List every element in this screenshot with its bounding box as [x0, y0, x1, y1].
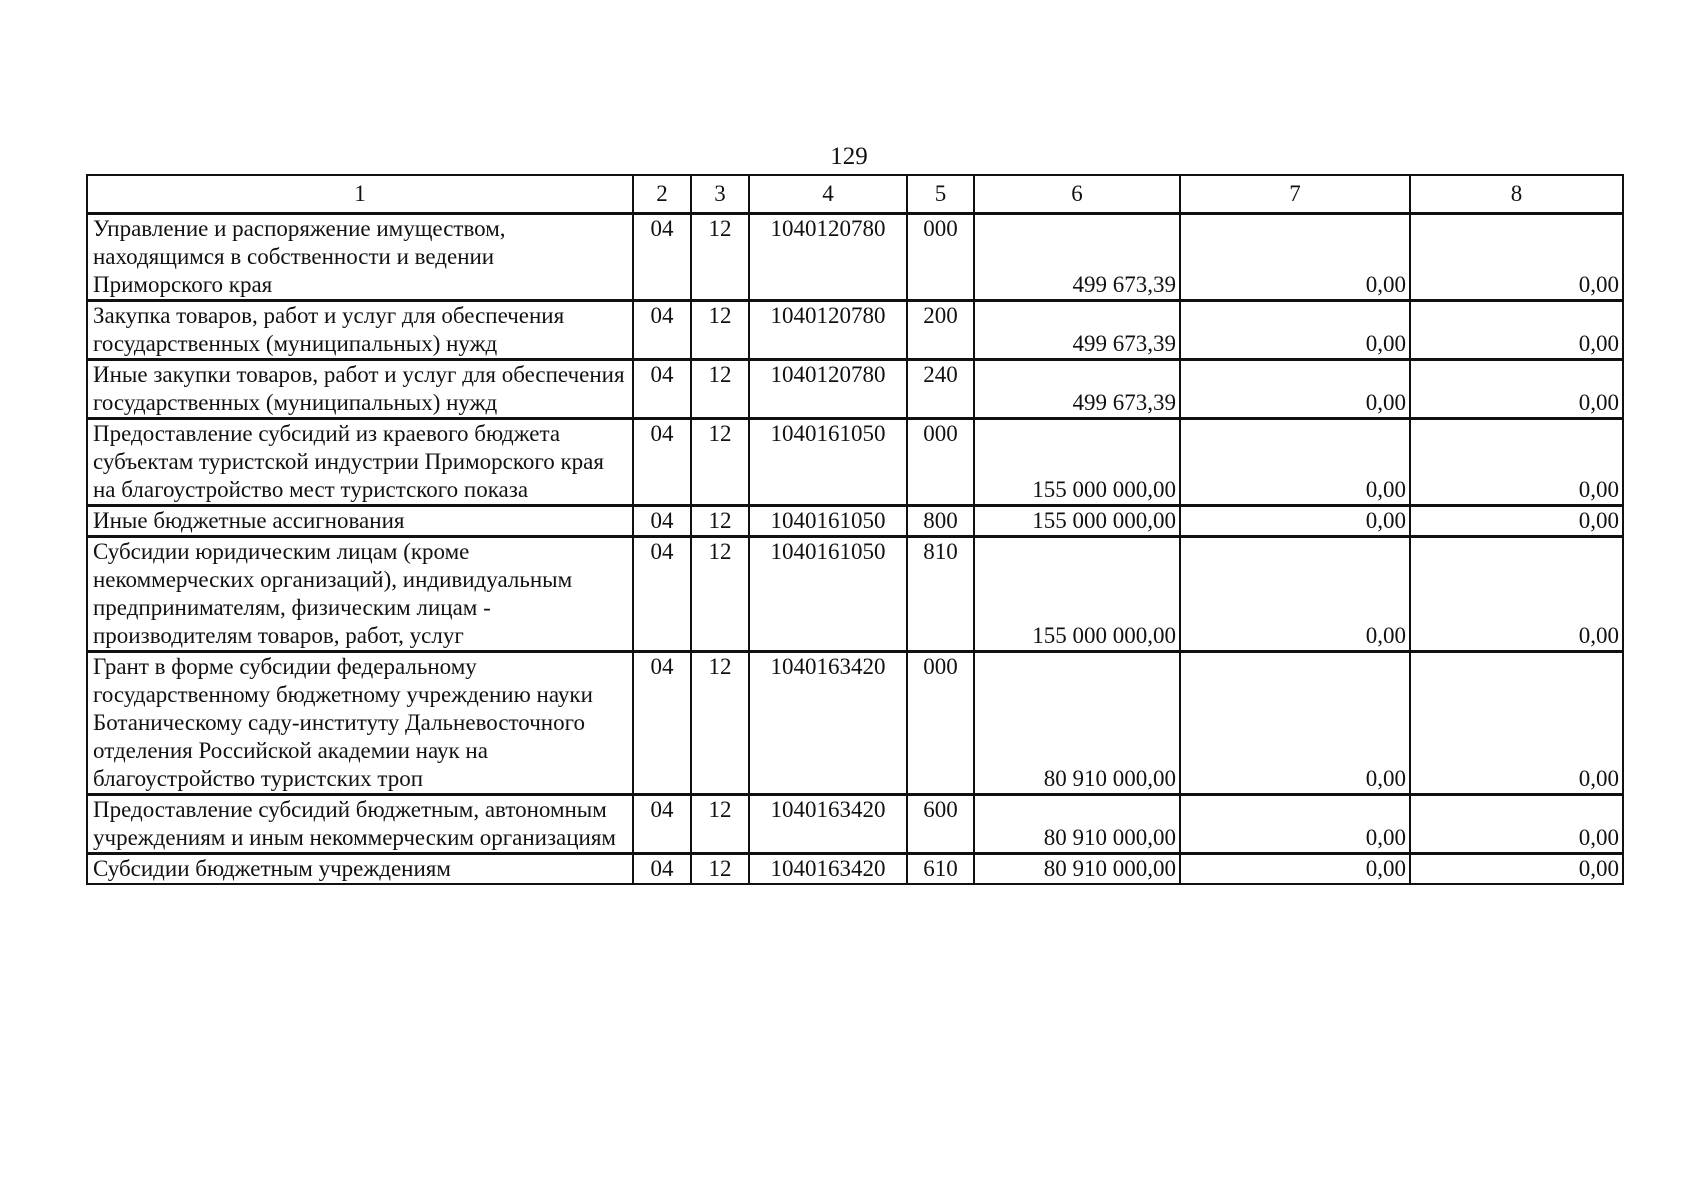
page-number: 129 [830, 143, 868, 170]
row-amount-2: 0,00 [1180, 301, 1410, 360]
row-subsection: 12 [691, 214, 749, 301]
row-name: Субсидии юридическим лицам (кроме некоммерческих организаций), индивидуальным предпринимателям, физическим лицам - производителям товаров, работ, услуг [87, 537, 633, 652]
row-amount-1: 499 673,39 [974, 214, 1180, 301]
row-name: Иные бюджетные ассигнования [87, 506, 633, 537]
column-header: 1 [87, 175, 633, 214]
row-subsection: 12 [691, 652, 749, 795]
row-subsection: 12 [691, 795, 749, 854]
budget-table [86, 174, 1624, 885]
row-expense-type: 200 [907, 301, 974, 360]
row-name: Грант в форме субсидии федеральному государственному бюджетному учреждению науки Ботаническому саду-институту Дальневосточного отделения Российской академии наук на благоустройство туристских троп [87, 652, 633, 795]
row-target: 1040120780 [749, 214, 907, 301]
row-section: 04 [633, 360, 691, 419]
row-amount-1: 80 910 000,00 [974, 795, 1180, 854]
row-amount-1: 80 910 000,00 [974, 854, 1180, 885]
row-amount-1: 80 910 000,00 [974, 652, 1180, 795]
row-amount-3: 0,00 [1410, 795, 1623, 854]
column-header: 8 [1410, 175, 1623, 214]
row-name: Закупка товаров, работ и услуг для обеспечения государственных (муниципальных) нужд [87, 301, 633, 360]
table-row [87, 301, 1623, 360]
table-row [87, 537, 1623, 652]
header-row [87, 175, 1623, 214]
row-target: 1040161050 [749, 506, 907, 537]
row-subsection: 12 [691, 419, 749, 506]
row-expense-type: 240 [907, 360, 974, 419]
row-name: Предоставление субсидий бюджетным, автономным учреждениям и иным некоммерческим организациям [87, 795, 633, 854]
row-subsection: 12 [691, 854, 749, 885]
row-amount-2: 0,00 [1180, 419, 1410, 506]
row-expense-type: 600 [907, 795, 974, 854]
table-row [87, 652, 1623, 795]
row-subsection: 12 [691, 537, 749, 652]
row-section: 04 [633, 537, 691, 652]
column-header: 5 [907, 175, 974, 214]
row-amount-1: 499 673,39 [974, 360, 1180, 419]
row-target: 1040120780 [749, 301, 907, 360]
row-section: 04 [633, 795, 691, 854]
row-amount-1: 155 000 000,00 [974, 506, 1180, 537]
row-amount-1: 155 000 000,00 [974, 537, 1180, 652]
row-expense-type: 000 [907, 419, 974, 506]
table-row [87, 360, 1623, 419]
row-subsection: 12 [691, 360, 749, 419]
row-expense-type: 000 [907, 214, 974, 301]
row-amount-1: 499 673,39 [974, 301, 1180, 360]
column-header: 2 [633, 175, 691, 214]
row-expense-type: 000 [907, 652, 974, 795]
row-amount-2: 0,00 [1180, 537, 1410, 652]
row-section: 04 [633, 652, 691, 795]
row-target: 1040163420 [749, 795, 907, 854]
row-target: 1040120780 [749, 360, 907, 419]
column-header: 3 [691, 175, 749, 214]
row-target: 1040161050 [749, 537, 907, 652]
row-section: 04 [633, 301, 691, 360]
row-amount-2: 0,00 [1180, 214, 1410, 301]
row-subsection: 12 [691, 506, 749, 537]
row-amount-2: 0,00 [1180, 506, 1410, 537]
row-amount-3: 0,00 [1410, 419, 1623, 506]
row-amount-3: 0,00 [1410, 301, 1623, 360]
row-expense-type: 810 [907, 537, 974, 652]
row-name: Предоставление субсидий из краевого бюджета субъектам туристской индустрии Приморского края на благоустройство мест туристского показа [87, 419, 633, 506]
column-header: 6 [974, 175, 1180, 214]
table-row [87, 795, 1623, 854]
row-name: Субсидии бюджетным учреждениям [87, 854, 633, 885]
row-amount-3: 0,00 [1410, 652, 1623, 795]
row-section: 04 [633, 214, 691, 301]
row-amount-1: 155 000 000,00 [974, 419, 1180, 506]
row-amount-3: 0,00 [1410, 854, 1623, 885]
table-row [87, 419, 1623, 506]
row-section: 04 [633, 419, 691, 506]
row-expense-type: 800 [907, 506, 974, 537]
row-amount-3: 0,00 [1410, 537, 1623, 652]
row-expense-type: 610 [907, 854, 974, 885]
table-row [87, 854, 1623, 885]
row-section: 04 [633, 854, 691, 885]
table-row [87, 506, 1623, 537]
row-amount-2: 0,00 [1180, 854, 1410, 885]
row-amount-3: 0,00 [1410, 360, 1623, 419]
column-header: 7 [1180, 175, 1410, 214]
column-header: 4 [749, 175, 907, 214]
row-amount-2: 0,00 [1180, 795, 1410, 854]
row-target: 1040163420 [749, 854, 907, 885]
row-subsection: 12 [691, 301, 749, 360]
row-target: 1040161050 [749, 419, 907, 506]
row-section: 04 [633, 506, 691, 537]
row-amount-2: 0,00 [1180, 652, 1410, 795]
table-row [87, 214, 1623, 301]
row-amount-2: 0,00 [1180, 360, 1410, 419]
row-amount-3: 0,00 [1410, 214, 1623, 301]
row-target: 1040163420 [749, 652, 907, 795]
row-amount-3: 0,00 [1410, 506, 1623, 537]
row-name: Управление и распоряжение имуществом, находящимся в собственности и ведении Приморского края [87, 214, 633, 301]
row-name: Иные закупки товаров, работ и услуг для обеспечения государственных (муниципальных) нужд [87, 360, 633, 419]
